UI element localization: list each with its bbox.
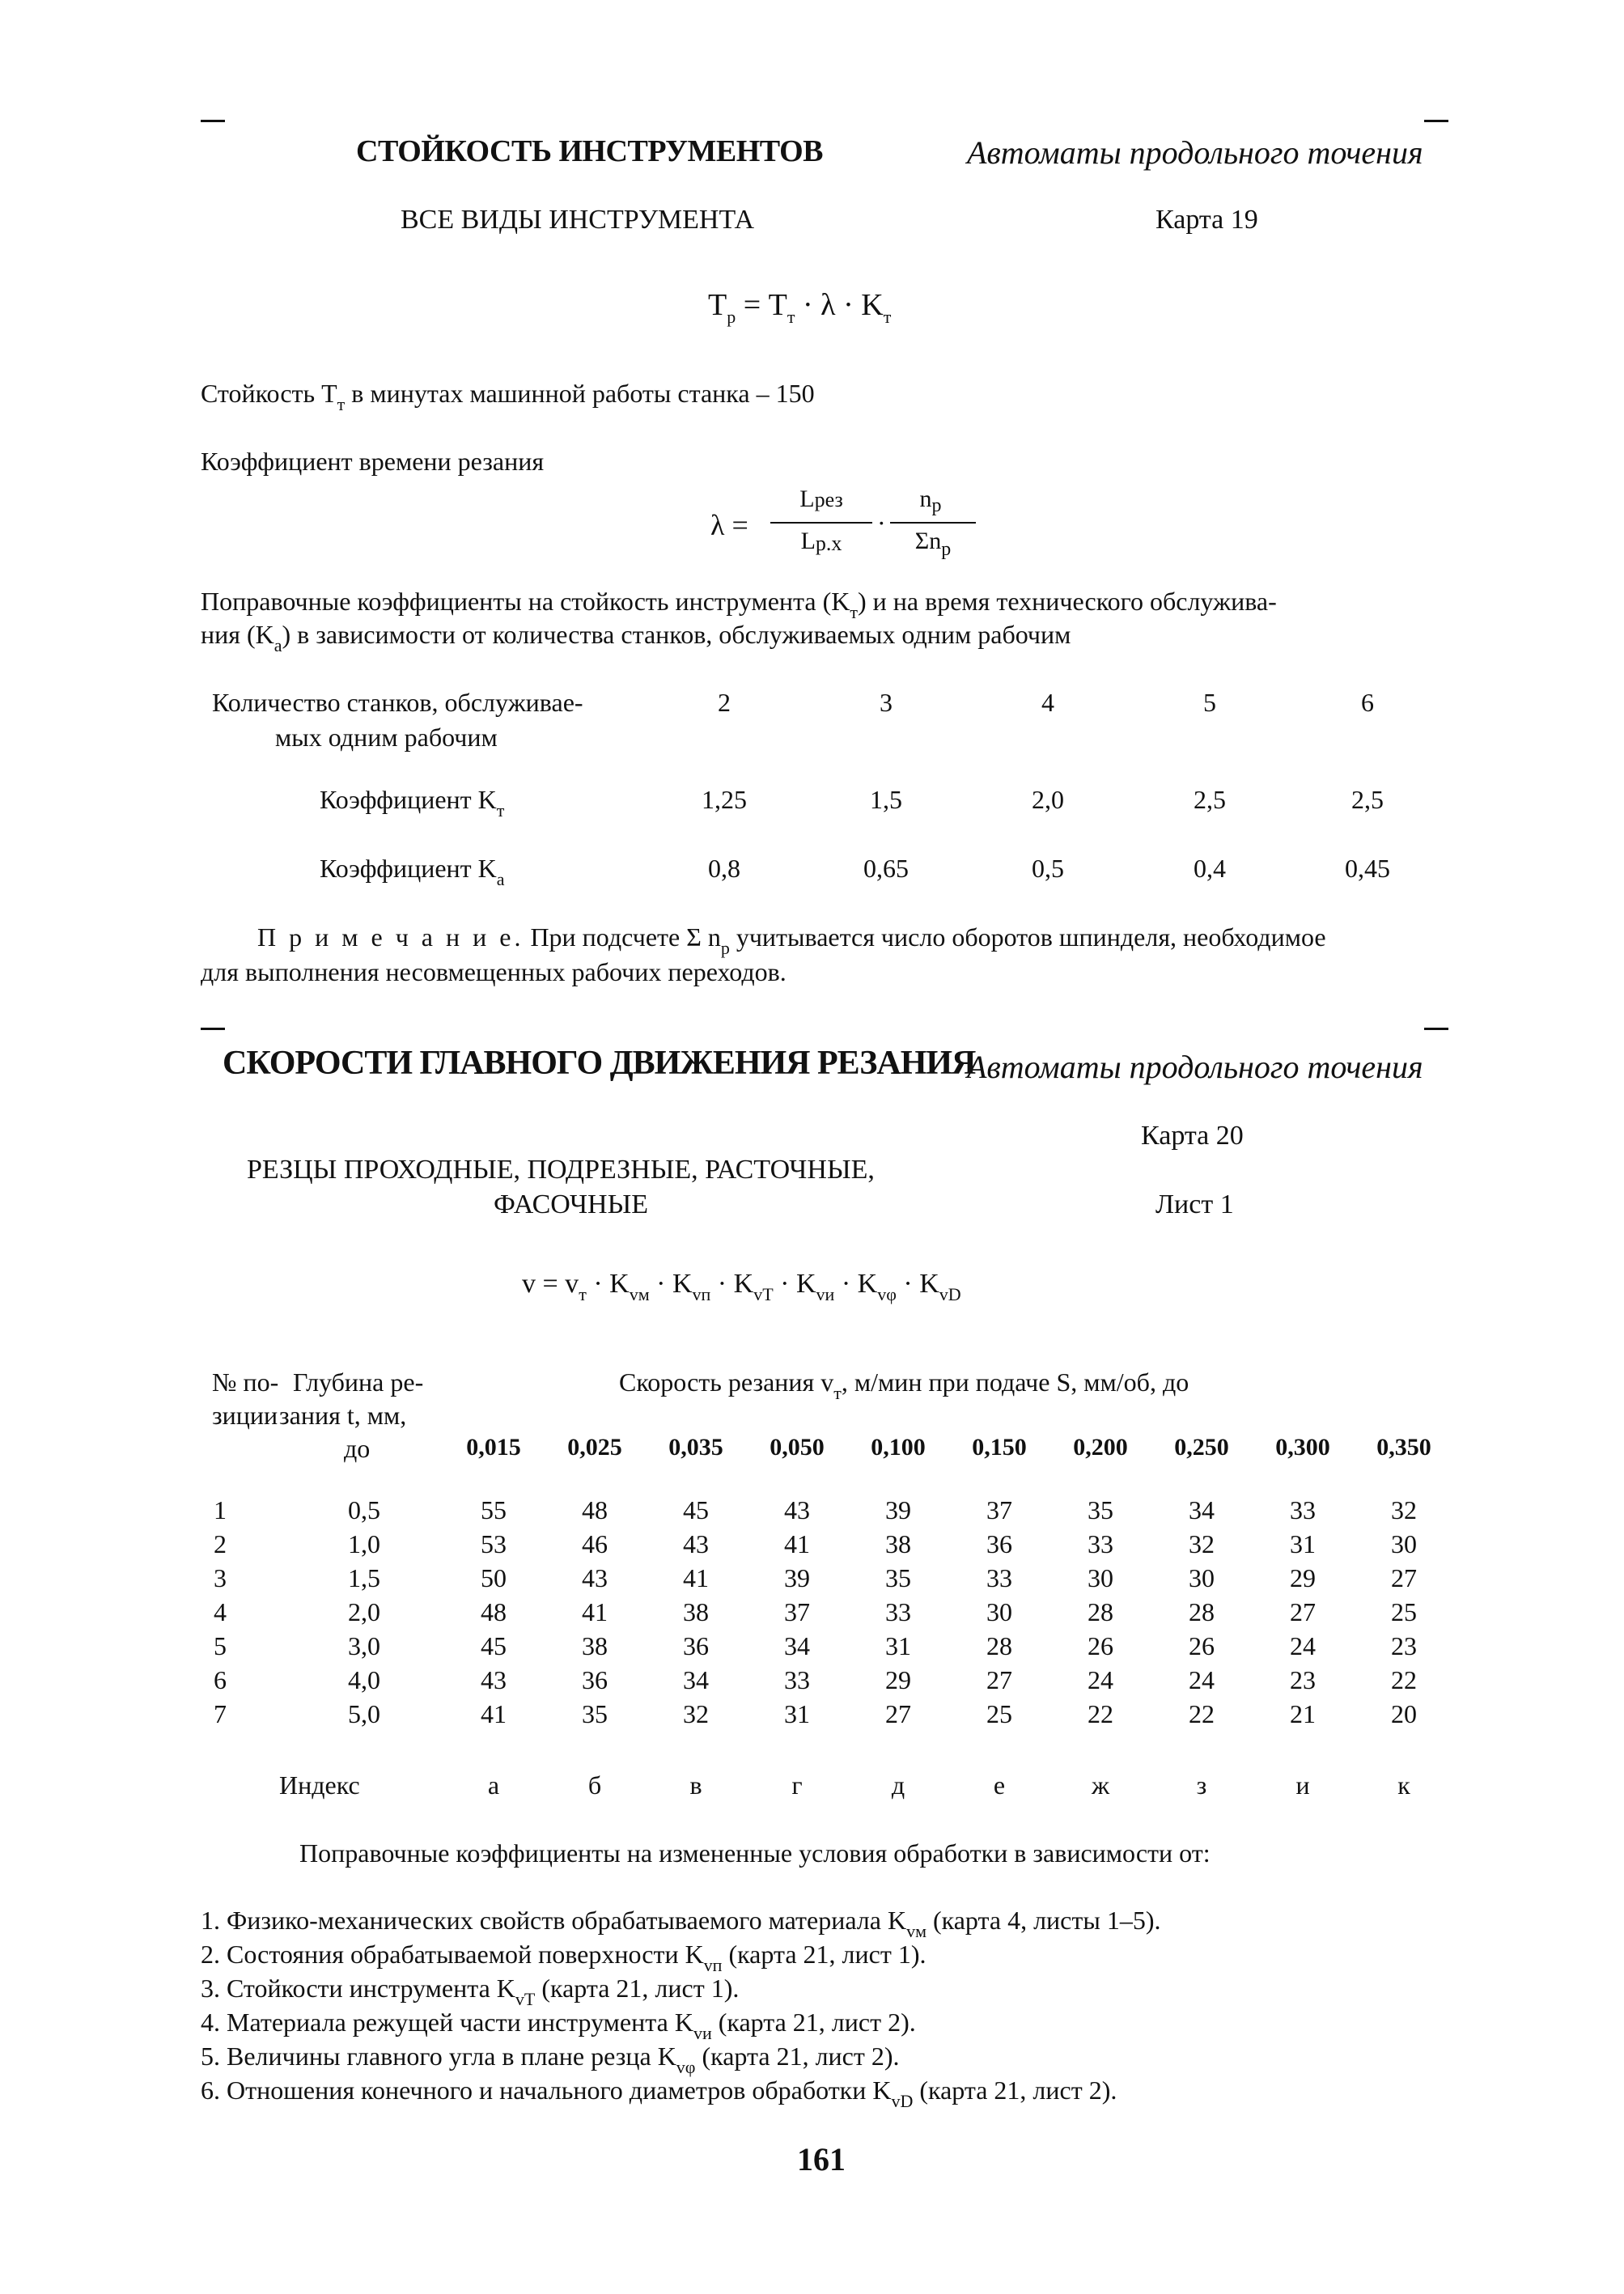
speed-cell: 34 (1189, 1495, 1215, 1524)
speed-cell: 31 (784, 1699, 810, 1728)
correction-sub: vD (891, 2091, 914, 2111)
feed-10: 0,350 (1376, 1434, 1431, 1461)
speed-cell: 23 (1290, 1665, 1316, 1694)
card19-main-formula: $T_р = T_т \cdot \lambda \cdot K_т$ (708, 288, 892, 327)
card19-ka-1: 0,8 (708, 854, 740, 883)
col-depth-header-line3: до (344, 1434, 371, 1463)
speed-cell: 34 (784, 1631, 810, 1660)
card20-subtitle-line2: ФАСОЧНЫЕ (494, 1189, 649, 1219)
card19-time-coef-label: Коэффициент времени резания (201, 447, 545, 476)
formula-k-sub: т (883, 307, 892, 327)
card19-kt-1: 1,25 (702, 785, 747, 814)
formula-t: T (768, 288, 787, 322)
speed-cell: 26 (1088, 1631, 1113, 1660)
index-label: Индекс (279, 1770, 360, 1800)
corner-mark-mid-right (1424, 1028, 1448, 1030)
speed-cell: 43 (582, 1563, 608, 1592)
row-depth: 4,0 (348, 1665, 380, 1694)
card20-sheet-number: Лист 1 (1155, 1189, 1234, 1219)
speed-cell: 39 (784, 1563, 810, 1592)
speed-cell: 23 (1391, 1631, 1417, 1660)
correction-text: 4. Материала режущей части инструмента K (201, 2008, 693, 2037)
speed-cell: 30 (1391, 1529, 1417, 1558)
lambda-fraction-line-1 (770, 522, 872, 524)
card19-tool-life (201, 379, 815, 414)
speed-cell: 38 (885, 1529, 911, 1558)
row-pos: 7 (214, 1699, 227, 1728)
index-cell: б (587, 1770, 602, 1800)
page-number: 161 (797, 2141, 846, 2177)
index-cell: и (1295, 1770, 1310, 1800)
feed-8: 0,250 (1174, 1434, 1229, 1461)
correction-sub: vп (703, 1955, 723, 1975)
index-cell: з (1196, 1770, 1207, 1800)
card19-row-ka-label: Коэффициент $K_а$ (320, 854, 505, 889)
card19-col-5: 6 (1361, 688, 1374, 717)
speed-cell: 24 (1189, 1665, 1215, 1694)
formula-lhs: T (708, 288, 727, 322)
tool-life-label: Стойкость T (201, 379, 337, 408)
feed-9: 0,300 (1275, 1434, 1330, 1461)
index-cell: е (993, 1770, 1006, 1800)
card19-row-kt-label: Коэффициент $K_т$ (320, 785, 505, 820)
speed-cell: 46 (582, 1529, 608, 1558)
index-cell: г (791, 1770, 803, 1800)
card19-kt-4: 2,5 (1194, 785, 1226, 814)
speed-cell: 50 (481, 1563, 507, 1592)
col-depth-header-line1: Глубина ре- (293, 1367, 424, 1397)
speed-cell: 48 (582, 1495, 608, 1524)
card19-ka-5: 0,45 (1345, 854, 1390, 883)
speed-cell: 43 (784, 1495, 810, 1524)
speed-cell: 32 (683, 1699, 709, 1728)
speed-cell: 38 (683, 1597, 709, 1626)
card19-col-4: 5 (1203, 688, 1216, 717)
card19-ka-4: 0,4 (1194, 854, 1226, 883)
card20-machine: Автоматы продольного точения (967, 1049, 1423, 1085)
row-depth: 1,5 (348, 1563, 380, 1592)
col-pos-header-line1: № по- (212, 1367, 279, 1397)
formula-k: K (861, 288, 884, 322)
lambda-den2: $\Sigma n_р$ (914, 528, 952, 560)
correction-ref: (карта 21, лист 2). (695, 2042, 900, 2071)
tool-life-sub: т (337, 394, 346, 414)
correction-ref: (карта 21, лист 1). (722, 1940, 926, 1969)
card19-title: СТОЙКОСТЬ ИНСТРУМЕНТОВ (356, 134, 824, 168)
feed-4: 0,050 (770, 1434, 825, 1461)
card19-correction-line1: Поправочные коэффициенты на стойкость инструмента $(K_т)$ и на время технического обслужива- (201, 587, 1277, 622)
correction-sub: vφ (676, 2057, 696, 2077)
speed-cell: 41 (481, 1699, 507, 1728)
card19-kt-5: 2,5 (1351, 785, 1384, 814)
feed-5: 0,100 (871, 1434, 926, 1461)
speed-cell: 28 (986, 1631, 1012, 1660)
speed-cell: 37 (784, 1597, 810, 1626)
speed-cell: 27 (885, 1699, 911, 1728)
speed-cell: 37 (986, 1495, 1012, 1524)
row-depth: 3,0 (348, 1631, 380, 1660)
card19-col-1: 2 (718, 688, 731, 717)
card19-note-line2: для выполнения несовмещенных рабочих переходов. (201, 957, 787, 986)
speed-cell: 26 (1189, 1631, 1215, 1660)
correction-sub: vи (693, 2023, 712, 2043)
card19-kt-2: 1,5 (870, 785, 902, 814)
lambda-lhs: λ = (710, 509, 748, 541)
lambda-fraction-line-2 (890, 522, 976, 524)
speed-cell: 27 (1290, 1597, 1316, 1626)
speed-cell: 29 (1290, 1563, 1316, 1592)
row-pos: 6 (214, 1665, 227, 1694)
index-cell: к (1397, 1770, 1410, 1800)
correction-item (201, 2008, 916, 2043)
correction-text: 2. Состояния обрабатываемой поверхности K (201, 1940, 704, 1969)
index-cell: в (689, 1770, 702, 1800)
formula-lhs-sub: р (727, 307, 736, 327)
corner-mark-mid-left (201, 1028, 225, 1030)
feed-6: 0,150 (972, 1434, 1027, 1461)
speed-cell: 22 (1189, 1699, 1215, 1728)
card19-ka-2: 0,65 (863, 854, 909, 883)
card19-card-number: Карта 19 (1155, 205, 1258, 235)
speed-cell: 31 (1290, 1529, 1316, 1558)
lambda-num1: Lрез (799, 486, 843, 512)
row-pos: 3 (214, 1563, 227, 1592)
speed-cell: 31 (885, 1631, 911, 1660)
row-depth: 2,0 (348, 1597, 380, 1626)
row-depth: 1,0 (348, 1529, 380, 1558)
lambda-num2: $n_р$ (919, 486, 942, 516)
row-depth: 5,0 (348, 1699, 380, 1728)
speed-cell: 30 (986, 1597, 1012, 1626)
feed-2: 0,025 (567, 1434, 622, 1461)
row-depth: 0,5 (348, 1495, 380, 1524)
col-pos-header-line2: зиции (212, 1401, 278, 1430)
card20-card-number: Карта 20 (1141, 1121, 1244, 1151)
correction-text: 5. Величины главного угла в плане резца K (201, 2042, 676, 2071)
speed-cell: 41 (683, 1563, 709, 1592)
speed-cell: 33 (885, 1597, 911, 1626)
index-cell: д (891, 1770, 905, 1800)
card19-subtitle: ВСЕ ВИДЫ ИНСТРУМЕНТА (401, 205, 755, 235)
card19-table-header-line2: мых одним рабочим (275, 723, 498, 752)
card19-table-header-line1: Количество станков, обслуживае- (212, 688, 583, 717)
correction-sub: vT (515, 1989, 536, 2009)
speed-cell: 36 (986, 1529, 1012, 1558)
speed-cell: 28 (1189, 1597, 1215, 1626)
speed-cell: 30 (1189, 1563, 1215, 1592)
card20-formula: $v = v_т \cdot K_{vм} \cdot K_{vп} \cdot K_{vT} \cdot K_{vи} \cdot K_{v\varphi} \cdot K_{vD}$ (522, 1269, 961, 1304)
row-pos: 5 (214, 1631, 227, 1660)
speed-cell: 28 (1088, 1597, 1113, 1626)
speed-cell: 32 (1391, 1495, 1417, 1524)
corner-mark-top-right (1424, 120, 1448, 122)
speed-cell: 34 (683, 1665, 709, 1694)
correction-ref: (карта 21, лист 1). (535, 1974, 740, 2003)
card20-title: СКОРОСТИ ГЛАВНОГО ДВИЖЕНИЯ РЕЗАНИЯ (223, 1045, 976, 1082)
correction-sub: vм (906, 1921, 926, 1941)
card19-col-2: 3 (880, 688, 893, 717)
correction-text: 3. Стойкости инструмента K (201, 1974, 515, 2003)
speed-cell: 27 (1391, 1563, 1417, 1592)
correction-ref: (карта 21, лист 2). (711, 2008, 916, 2037)
speed-cell: 36 (683, 1631, 709, 1660)
card19-note-line1: П р и м е ч а н и е. При подсчете Σ $n_р$ учитывается число оборотов шпинделя, необходимое (257, 922, 1326, 958)
speed-header: Скорость резания $v_т$, м/мин при подаче S, мм/об, до (619, 1367, 1189, 1403)
speed-cell: 33 (1088, 1529, 1113, 1558)
speed-cell: 25 (1391, 1597, 1417, 1626)
card19-machine: Автоматы продольного точения (967, 134, 1423, 171)
correction-item (201, 2042, 900, 2077)
card19-correction-line2: ния $(K_а)$ в зависимости от количества станков, обслуживаемых одним рабочим (201, 620, 1071, 655)
correction-ref: (карта 4, листы 1–5). (926, 1906, 1161, 1935)
correction-text: 1. Физико-механических свойств обрабатываемого материала K (201, 1906, 907, 1935)
speed-cell: 33 (986, 1563, 1012, 1592)
correction-item (201, 1974, 740, 2009)
speed-cell: 33 (1290, 1495, 1316, 1524)
speed-cell: 33 (784, 1665, 810, 1694)
lambda-dot: · (877, 508, 886, 537)
speed-cell: 53 (481, 1529, 507, 1558)
speed-cell: 29 (885, 1665, 911, 1694)
tool-life-value: в минутах машинной работы станка – 150 (345, 379, 815, 408)
col-depth-header-line2: зания t, мм, (279, 1401, 407, 1430)
speed-cell: 41 (784, 1529, 810, 1558)
speed-cell: 55 (481, 1495, 507, 1524)
card19-kt-3: 2,0 (1032, 785, 1064, 814)
corrections-title: Поправочные коэффициенты на измененные условия обработки в зависимости от: (299, 1838, 1211, 1868)
speed-cell: 38 (582, 1631, 608, 1660)
index-cell: а (487, 1770, 500, 1800)
speed-cell: 48 (481, 1597, 507, 1626)
speed-cell: 22 (1391, 1665, 1417, 1694)
speed-cell: 43 (683, 1529, 709, 1558)
speed-cell: 27 (986, 1665, 1012, 1694)
corner-mark-top-left (201, 120, 225, 122)
speed-cell: 20 (1391, 1699, 1417, 1728)
card19-col-3: 4 (1041, 688, 1054, 717)
index-cell: ж (1091, 1770, 1110, 1800)
card20-subtitle-line1: РЕЗЦЫ ПРОХОДНЫЕ, ПОДРЕЗНЫЕ, РАСТОЧНЫЕ, (247, 1155, 875, 1185)
lambda-den1: Lр.х (800, 528, 842, 555)
speed-cell: 45 (481, 1631, 507, 1660)
row-pos: 1 (214, 1495, 227, 1524)
speed-cell: 24 (1088, 1665, 1113, 1694)
formula-t-sub: т (787, 307, 795, 327)
row-pos: 2 (214, 1529, 227, 1558)
card19-ka-3: 0,5 (1032, 854, 1064, 883)
speed-cell: 35 (1088, 1495, 1113, 1524)
speed-cell: 35 (582, 1699, 608, 1728)
speed-cell: 24 (1290, 1631, 1316, 1660)
feed-1: 0,015 (466, 1434, 521, 1461)
correction-item (201, 2076, 1117, 2111)
speed-cell: 41 (582, 1597, 608, 1626)
correction-ref: (карта 21, лист 2). (913, 2076, 1117, 2105)
speed-cell: 36 (582, 1665, 608, 1694)
speed-cell: 32 (1189, 1529, 1215, 1558)
speed-cell: 25 (986, 1699, 1012, 1728)
formula-lambda: λ (820, 288, 836, 322)
speed-cell: 22 (1088, 1699, 1113, 1728)
row-pos: 4 (214, 1597, 227, 1626)
speed-cell: 39 (885, 1495, 911, 1524)
speed-cell: 43 (481, 1665, 507, 1694)
speed-cell: 21 (1290, 1699, 1316, 1728)
feed-7: 0,200 (1073, 1434, 1128, 1461)
correction-item (201, 1940, 926, 1975)
correction-text: 6. Отношения конечного и начального диаметров обработки K (201, 2076, 892, 2105)
speed-cell: 45 (683, 1495, 709, 1524)
correction-item (201, 1906, 1161, 1941)
speed-cell: 30 (1088, 1563, 1113, 1592)
feed-3: 0,035 (668, 1434, 723, 1461)
speed-cell: 35 (885, 1563, 911, 1592)
